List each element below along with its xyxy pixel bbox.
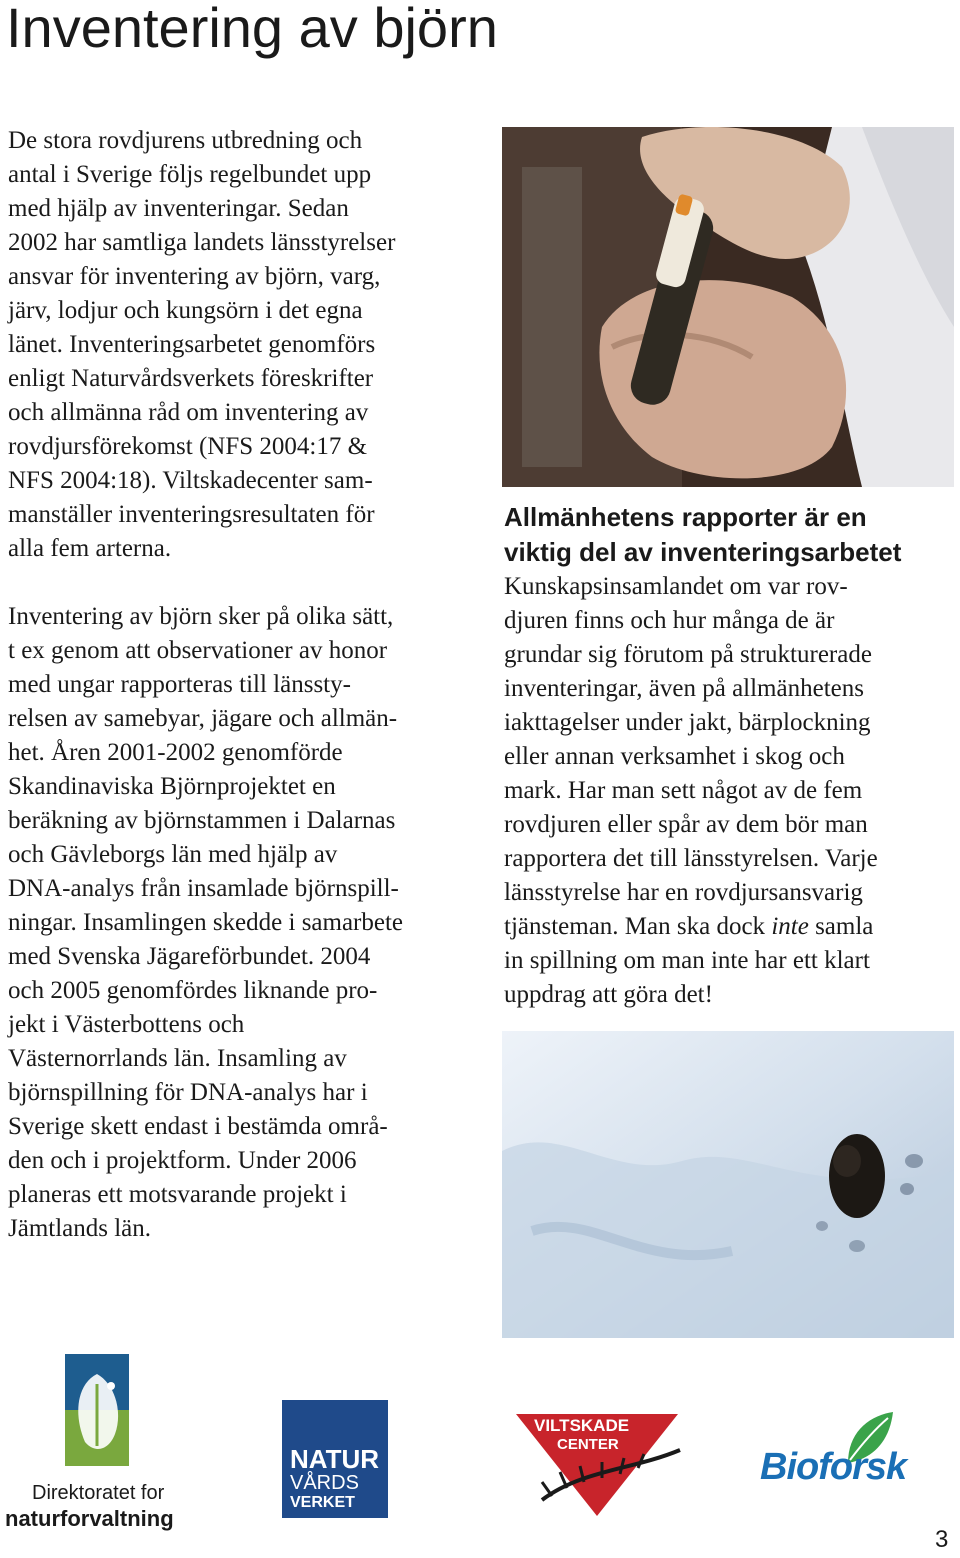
public-reports-subheading: Allmänhetens rapporter är en viktig del av inventeringsarbetet <box>504 502 902 567</box>
page-title: Inventering av björn <box>6 0 498 59</box>
dn-logo-line1: Direktoratet for <box>32 1482 165 1504</box>
dn-logo <box>0 1350 200 1530</box>
droppings-in-snow-photo <box>502 1031 954 1338</box>
emphasized-word: inte <box>771 913 809 940</box>
left-column <box>8 124 478 1246</box>
naturvardsverket-logo <box>282 1400 388 1518</box>
bioforsk-logo <box>760 1408 940 1498</box>
paragraph-text-end: samla in spillning om man inte har ett klart uppdrag att göra det! <box>504 913 874 1008</box>
dn-emblem-icon <box>65 1354 129 1466</box>
snow-illustration <box>502 1031 954 1338</box>
sample-tube-illustration <box>502 127 954 487</box>
bioforsk-wordmark: Bioforsk <box>760 1446 907 1488</box>
nv-logo-line1: NATUR <box>290 1444 380 1474</box>
vsc-logo-line1: VILTSKADE <box>534 1416 630 1435</box>
vsc-logo-line2: CENTER <box>557 1436 619 1453</box>
page-number: 3 <box>935 1526 949 1553</box>
public-reports-paragraph <box>504 570 956 1012</box>
nv-logo-line3: VERKET <box>290 1494 355 1511</box>
intro-paragraph: De stora rovdjurens utbredning och antal i Sverige följs regelbundet upp med hjälp av inventeringar. Sedan 2002 har samtliga landets länsstyrelser ansvar för inventering av björn, varg, järv, lodjur och kungsörn i det egna länet. Inventeringsarbetet genomförs enligt Naturvårdsverkets föreskrifter och allmänna råd om inventering av rovdjursförekomst (NFS 2004:17 & NFS 2004:18). Viltskadecenter sam- manställer inventeringsresultaten för alla fem arterna. <box>8 127 396 562</box>
bear-inventory-paragraph: Inventering av björn sker på olika sätt, t ex genom att observationer av honor med ungar rapporteras till länssty- relsen av samebyar, jägare och allmän- het. Åren 2001-2002 genomförde Skandinaviska Björnprojektet en beräkning av björnstammen i Dalarnas och Gävleborgs län med hjälp av DNA-analys från insamlade björnspill- ningar. Insamlingen skedde i samarbete med Svenska Jägareförbundet. 2004 och 2005 genomfördes liknande pro- jekt i Västerbottens och Västernorrlands län. Insamling av björnspillning för DNA-analys har i Sverige skett endast i bestämda områ- den och i projektform. Under 2006 planeras ett motsvarande projekt i Jämtlands län. <box>8 603 404 1242</box>
right-column <box>504 500 956 1012</box>
dn-logo-line2: naturforvaltning <box>5 1506 174 1531</box>
viltskadecenter-logo <box>512 1410 682 1520</box>
paragraph-text-start: Kunskapsinsamlandet om var rov- djuren finns och hur många de är grundar sig förutom på strukturerade inventeringar, även på allmänhetens iakttagelser under jakt, bärplockning eller annan verksamhet i skog och mark. Har man sett något av de fem rovdjuren eller spår av dem bör man rapportera det till länsstyrelsen. Varje länsstyrelse har en rovdjursansvarig tjänsteman. Man ska dock <box>504 573 878 940</box>
nv-logo-line2: VÅRDS <box>290 1472 359 1494</box>
sample-tube-photo <box>502 127 954 487</box>
